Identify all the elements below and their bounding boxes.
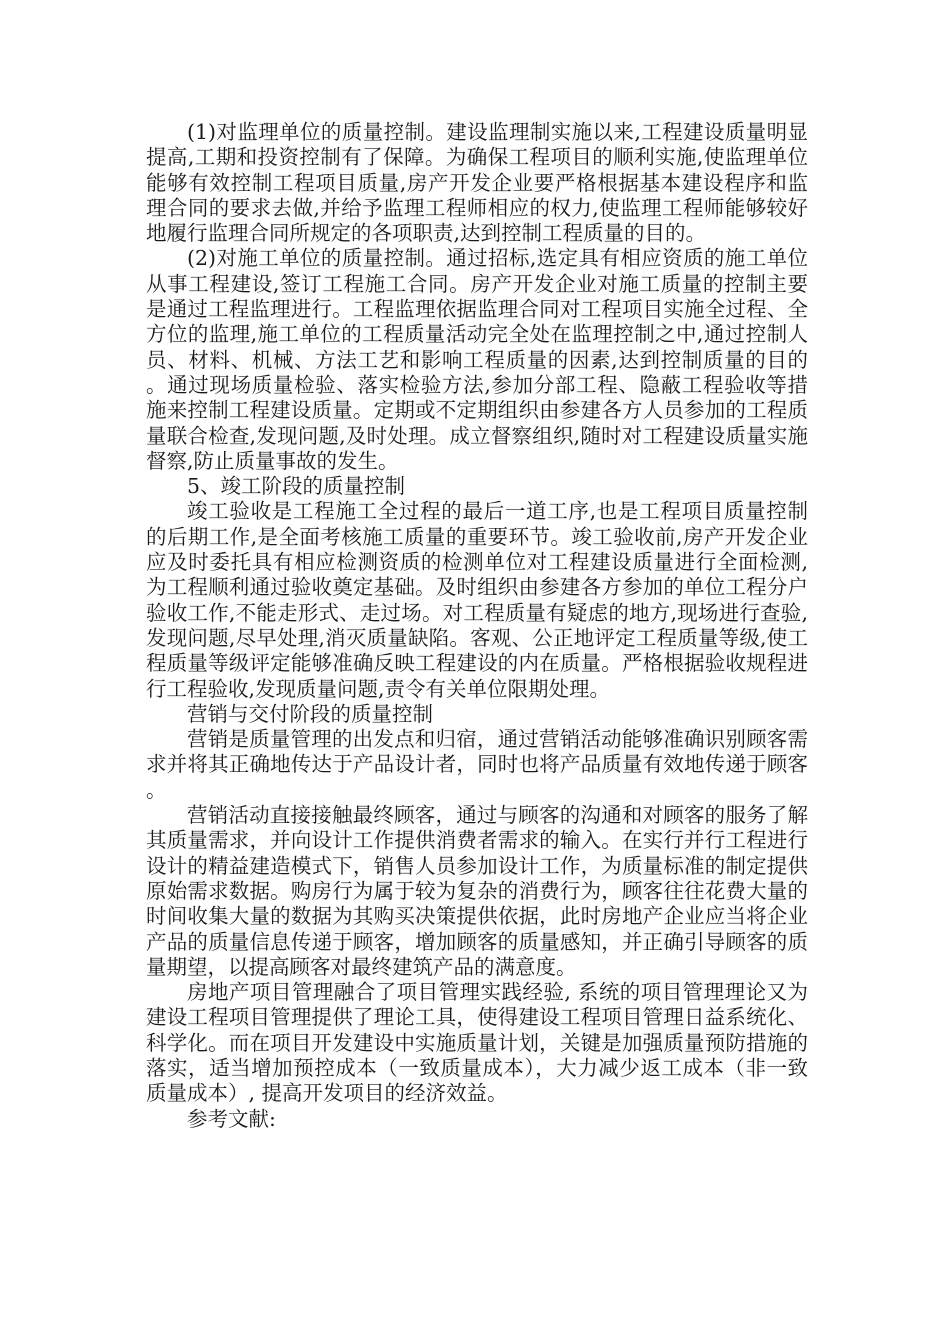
section-heading-marketing-delivery: 营销与交付阶段的质量控制 <box>187 701 433 726</box>
references-heading: 参考文献: <box>187 1106 276 1131</box>
paragraph-supervision-quality-control: (1)对监理单位的质量控制。建设监理制实施以来,工程建设质量明显提高,工期和投资控制有了保障。为确保工程项目的顺利实施,使监理单位能够有效控制工程项目质量,房产开发企业要严格根据基本建设程序和监理合同的要求去做,并给予监理工程师相应的权力,使监理工程师能够较好地履行监理合同所规定的各项职责,达到控制工程质量的目的。 <box>146 120 808 246</box>
paragraph-completion-acceptance: 竣工验收是工程施工全过程的最后一道工序,也是工程项目质量控制的后期工作,是全面考核施工质量的重要环节。竣工验收前,房产开发企业应及时委托具有相应检测资质的检测单位对工程建设质量进行全面检测,为工程顺利通过验收奠定基础。及时组织由参建各方参加的单位工程分户验收工作,不能走形式、走过场。对工程质量有疑虑的地方,现场进行查验,发现问题,尽早处理,消灭质量缺陷。客观、公正地评定工程质量等级,使工程质量等级评定能够准确反映工程建设的内在质量。严格根据验收规程进行工程验收,发现质量问题,责令有关单位限期处理。 <box>146 499 808 701</box>
paragraph-marketing-origin: 营销是质量管理的出发点和归宿，通过营销活动能够准确识别顾客需求并将其正确地传达于产品设计者，同时也将产品质量有效地传递于顾客。 <box>146 727 808 802</box>
document-body <box>146 120 808 1132</box>
paragraph-construction-quality-control: (2)对施工单位的质量控制。通过招标,选定具有相应资质的施工单位从事工程建设,签订工程施工合同。房产开发企业对施工质量的控制主要是通过工程监理进行。工程监理依据监理合同对工程项目实施全过程、全方位的监理,施工单位的工程质量活动完全处在监理控制之中,通过控制人员、材料、机械、方法工艺和影响工程质量的因素,达到控制质量的目的。通过现场质量检验、落实检验方法,参加分部工程、隐蔽工程验收等措施来控制工程建设质量。定期或不定期组织由参建各方人员参加的工程质量联合检查,发现问题,及时处理。成立督察组织,随时对工程建设质量实施督察,防止质量事故的发生。 <box>146 246 808 473</box>
paragraph-marketing-activities: 营销活动直接接触最终顾客，通过与顾客的沟通和对顾客的服务了解其质量需求，并向设计工作提供消费者需求的输入。在实行并行工程进行设计的精益建造模式下，销售人员参加设计工作，为质量标准的制定提供原始需求数据。购房行为属于较为复杂的消费行为，顾客往往花费大量的时间收集大量的数据为其购买决策提供依据，此时房地产企业应当将企业产品的质量信息传递于顾客，增加顾客的质量感知，并正确引导顾客的质量期望，以提高顾客对最终建筑产品的满意度。 <box>146 803 808 979</box>
section-heading-completion-stage: 5、竣工阶段的质量控制 <box>187 474 406 499</box>
paragraph-project-management-summary: 房地产项目管理融合了项目管理实践经验, 系统的项目管理理论又为建设工程项目管理提供了理论工具，使得建设工程项目管理日益系统化、科学化。而在项目开发建设中实施质量计划，关键是加强质量预防措施的落实，适当增加预控成本（一致质量成本），大力减少返工成本（非一致质量成本）, 提高开发项目的经济效益。 <box>146 980 808 1106</box>
